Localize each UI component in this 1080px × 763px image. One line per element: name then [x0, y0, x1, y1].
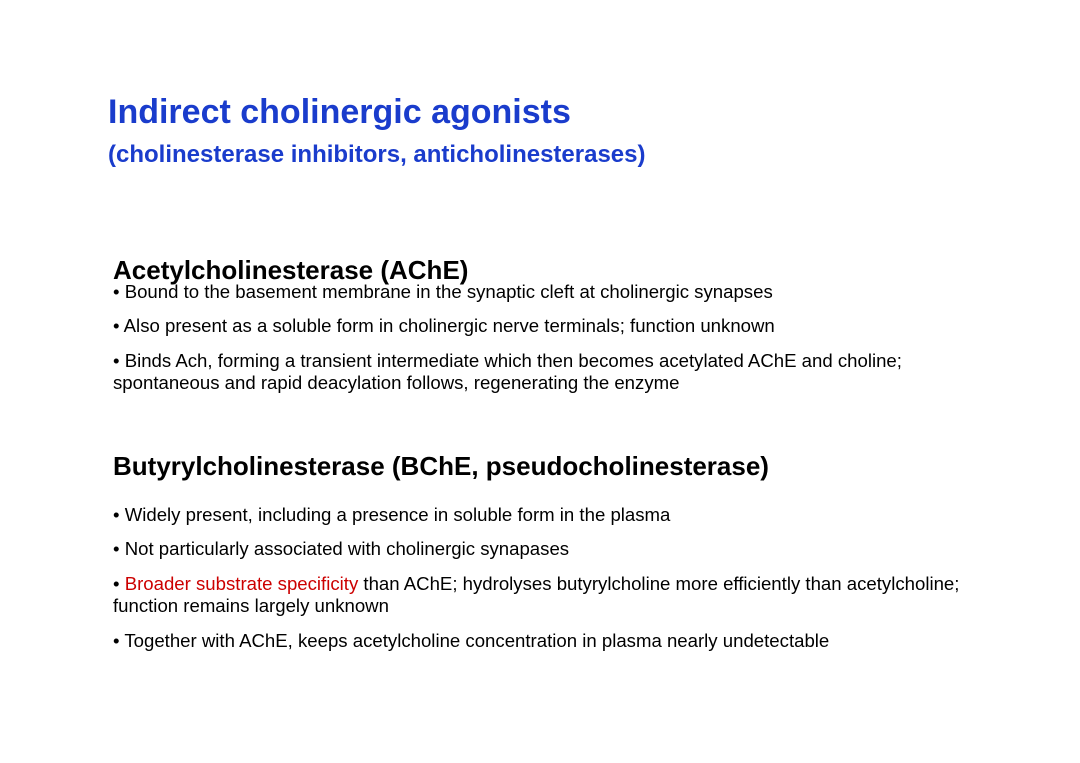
- highlighted-phrase: Broader substrate specificity: [124, 573, 359, 594]
- bullet-marker: •: [113, 630, 125, 651]
- section-heading-bche: Butyrylcholinesterase (BChE, pseudocholinesterase): [113, 451, 769, 481]
- bullet-text: than AChE; hydrolyses butyrylcholine more efficiently than acetylcholine; function remains largely unknown: [113, 573, 960, 616]
- bullet-marker: •: [113, 538, 125, 559]
- bullet-text: Bound to the basement membrane in the synaptic cleft at cholinergic synapses: [124, 281, 773, 302]
- bullet-item: [113, 504, 1013, 526]
- bullet-item: [113, 281, 1013, 303]
- bullet-marker: •: [113, 573, 125, 594]
- bullet-marker: •: [113, 350, 125, 371]
- bullet-item: [113, 315, 1013, 337]
- bullet-marker: •: [113, 281, 125, 302]
- bullet-marker: •: [113, 315, 124, 336]
- bullet-item: [113, 573, 983, 617]
- bullet-text: Not particularly associated with cholinergic synapases: [124, 538, 570, 559]
- bullet-item: [113, 630, 1013, 652]
- bullet-text: Together with AChE, keeps acetylcholine concentration in plasma nearly undetectable: [124, 630, 830, 651]
- slide-title: Indirect cholinergic agonists: [108, 93, 571, 131]
- bullet-marker: •: [113, 504, 125, 525]
- section-heading-ache: Acetylcholinesterase (AChE): [113, 255, 469, 285]
- bullet-item: [113, 350, 983, 394]
- bullet-text: Widely present, including a presence in soluble form in the plasma: [124, 504, 671, 525]
- bullet-text: Binds Ach, forming a transient intermediate which then becomes acetylated AChE and choline; spontaneous and rapid deacylation follows, regenerating the enzyme: [113, 350, 902, 393]
- slide-subtitle: (cholinesterase inhibitors, anticholinesterases): [108, 141, 646, 168]
- bullet-text: Also present as a soluble form in cholinergic nerve terminals; function unknown: [123, 315, 775, 336]
- bullet-item: [113, 538, 1013, 560]
